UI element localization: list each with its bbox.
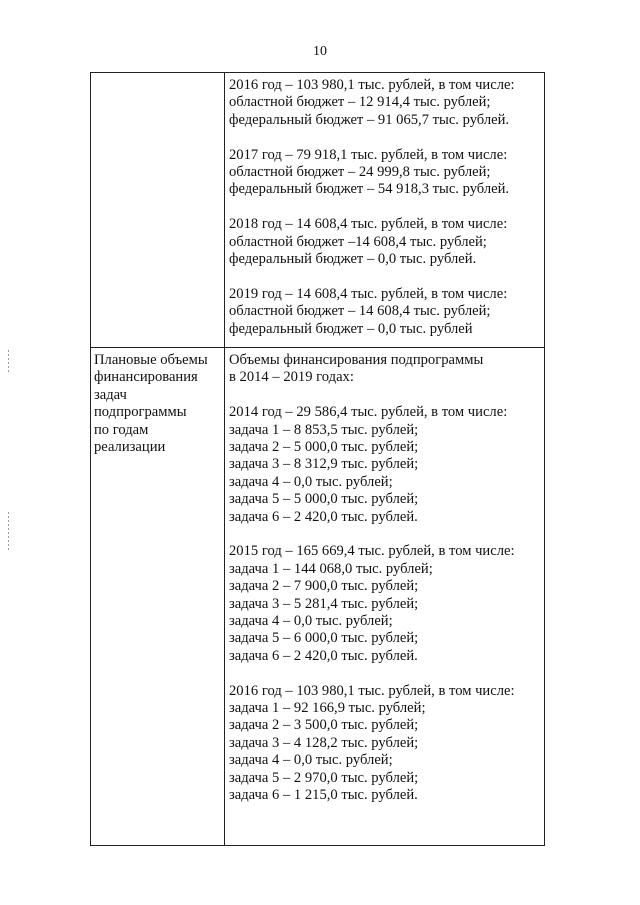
task-line: задача 4 – 0,0 тыс. рублей; bbox=[229, 473, 393, 490]
year-block bbox=[229, 543, 544, 665]
year-heading: 2019 год – 14 608,4 тыс. рублей, в том числе: bbox=[229, 285, 508, 302]
budget-by-year-cell bbox=[225, 73, 545, 348]
year-block bbox=[229, 77, 544, 129]
financing-table bbox=[90, 72, 545, 846]
scan-margin-mark bbox=[8, 350, 9, 372]
budget-line: областной бюджет – 14 608,4 тыс. рублей; bbox=[229, 303, 491, 320]
task-line: задача 5 – 2 970,0 тыс. рублей; bbox=[229, 769, 419, 786]
year-block bbox=[229, 147, 544, 199]
task-line: задача 4 – 0,0 тыс. рублей; bbox=[229, 613, 393, 630]
task-line: задача 3 – 4 128,2 тыс. рублей; bbox=[229, 734, 419, 751]
budget-line: областной бюджет –14 608,4 тыс. рублей; bbox=[229, 233, 487, 250]
budget-line: областной бюджет – 24 999,8 тыс. рублей; bbox=[229, 164, 491, 181]
task-line: задача 1 – 8 853,5 тыс. рублей; bbox=[229, 421, 419, 438]
table-row bbox=[91, 73, 545, 348]
tasks-by-year-cell bbox=[225, 348, 545, 846]
year-heading: 2017 год – 79 918,1 тыс. рублей, в том числе: bbox=[229, 146, 508, 163]
intro-line: в 2014 – 2019 годах: bbox=[229, 369, 354, 386]
row-label-cell bbox=[91, 73, 225, 348]
budget-line: федеральный бюджет – 0,0 тыс. рублей. bbox=[229, 251, 477, 268]
row-label-cell bbox=[91, 348, 225, 846]
task-line: задача 6 – 1 215,0 тыс. рублей. bbox=[229, 787, 418, 804]
intro-line: Объемы финансирования подпрограммы bbox=[229, 352, 484, 368]
budget-line: федеральный бюджет – 54 918,3 тыс. рублей. bbox=[229, 181, 510, 198]
budget-line: федеральный бюджет – 0,0 тыс. рублей bbox=[229, 320, 473, 337]
year-heading: 2015 год – 165 669,4 тыс. рублей, в том числе: bbox=[229, 543, 515, 560]
task-line: задача 5 – 5 000,0 тыс. рублей; bbox=[229, 491, 419, 508]
row-label-line: подпрограммы bbox=[94, 404, 187, 421]
task-line: задача 1 – 144 068,0 тыс. рублей; bbox=[229, 560, 433, 577]
year-block bbox=[229, 286, 544, 338]
task-line: задача 6 – 2 420,0 тыс. рублей. bbox=[229, 647, 418, 664]
year-block bbox=[229, 404, 544, 526]
task-line: задача 3 – 8 312,9 тыс. рублей; bbox=[229, 456, 419, 473]
task-line: задача 2 – 3 500,0 тыс. рублей; bbox=[229, 717, 419, 734]
task-line: задача 4 – 0,0 тыс. рублей; bbox=[229, 752, 393, 769]
year-heading: 2018 год – 14 608,4 тыс. рублей, в том числе: bbox=[229, 216, 508, 233]
task-line: задача 6 – 2 420,0 тыс. рублей. bbox=[229, 508, 418, 525]
task-line: задача 3 – 5 281,4 тыс. рублей; bbox=[229, 595, 419, 612]
task-line: задача 5 – 6 000,0 тыс. рублей; bbox=[229, 630, 419, 647]
intro-block bbox=[229, 352, 544, 387]
budget-line: областной бюджет – 12 914,4 тыс. рублей; bbox=[229, 94, 491, 111]
year-block bbox=[229, 216, 544, 268]
page-number: 10 bbox=[313, 44, 327, 59]
year-heading: 2016 год – 103 980,1 тыс. рублей, в том числе: bbox=[229, 77, 515, 93]
budget-line: федеральный бюджет – 91 065,7 тыс. рублей. bbox=[229, 111, 510, 128]
year-block bbox=[229, 683, 544, 805]
row-label-line: Плановые объемы bbox=[94, 352, 208, 368]
scan-margin-mark bbox=[8, 512, 9, 550]
task-line: задача 2 – 7 900,0 тыс. рублей; bbox=[229, 578, 419, 595]
year-heading: 2016 год – 103 980,1 тыс. рублей, в том числе: bbox=[229, 682, 515, 699]
table-row bbox=[91, 348, 545, 846]
task-line: задача 1 – 92 166,9 тыс. рублей; bbox=[229, 700, 426, 717]
task-line: задача 2 – 5 000,0 тыс. рублей; bbox=[229, 439, 419, 456]
row-label-line: задач bbox=[94, 386, 127, 403]
year-heading: 2014 год – 29 586,4 тыс. рублей, в том числе: bbox=[229, 404, 508, 421]
row-label-line: финансирования bbox=[94, 369, 198, 386]
row-label-line: по годам bbox=[94, 421, 149, 438]
row-label-line: реализации bbox=[94, 439, 166, 456]
